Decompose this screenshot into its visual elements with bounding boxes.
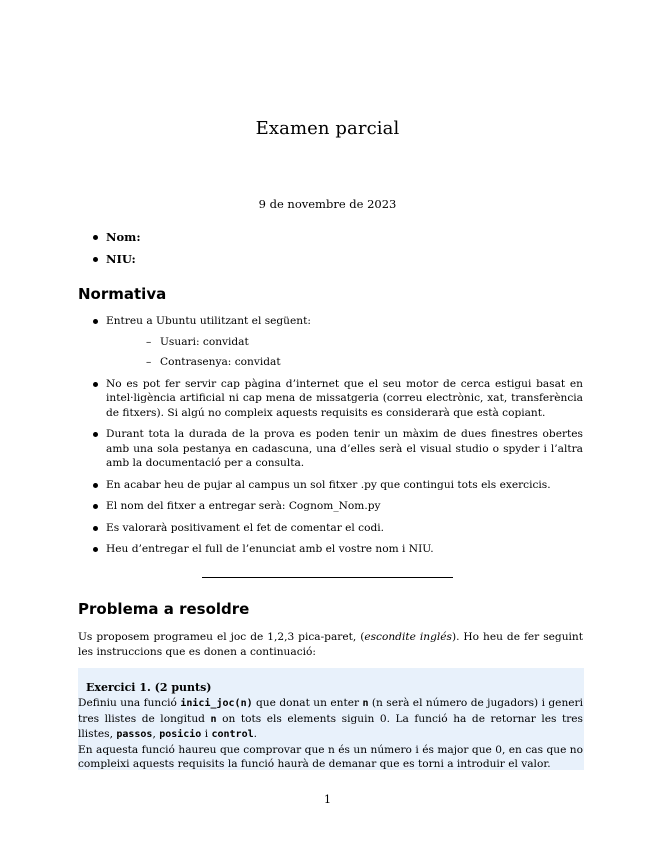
- code-list: posicio: [159, 729, 202, 740]
- text: (n serà el número de jugadors) i generi tres llistes de longitud: [78, 697, 583, 725]
- sub-item: [106, 335, 583, 350]
- text: ,: [152, 728, 160, 740]
- text: que donat un enter: [252, 697, 363, 709]
- text: on tots els elements siguin 0. La funció ha de retornar les tres llistes,: [78, 712, 583, 740]
- rule-text: Es valorarà positivament el fet de comentar el codi.: [106, 521, 385, 534]
- dash-icon: –: [146, 356, 152, 368]
- rule-text: Heu d’entregar el full de l’enunciat amb el vostre nom i NIU.: [106, 543, 434, 555]
- intro-text: Us proposem programeu el joc de 1,2,3 pica-paret, (: [78, 631, 365, 643]
- exercise-heading: Exercici 1. (2 punts): [86, 681, 212, 694]
- rule-text: Durant tota la durada de la prova es poden tenir un màxim de dues finestres obertes amb una sola pestanya en cadascuna, una d’elles serà el visual studio o spyder i l’altra amb la documentació per a consulta.: [106, 428, 583, 469]
- problem-intro: [78, 630, 583, 659]
- rule-text: Entreu a Ubuntu utilitzant el següent:: [106, 315, 311, 327]
- exercise-body: [78, 696, 583, 772]
- list-item: [78, 542, 583, 557]
- bullet-icon: [93, 504, 98, 509]
- code-function: inici_joc(n): [180, 698, 253, 709]
- section-heading-normativa: Normativa: [78, 285, 167, 303]
- exercise-paragraph: [78, 696, 583, 743]
- bullet-icon: [93, 319, 98, 324]
- text: .: [253, 728, 257, 740]
- field-label: NIU:: [106, 252, 136, 266]
- list-item: [78, 314, 583, 370]
- field-label: Nom:: [106, 230, 141, 244]
- list-item: [78, 521, 583, 536]
- list-item: [78, 427, 583, 471]
- intro-emphasis: escondite inglés: [364, 631, 452, 643]
- bullet-icon: [93, 432, 98, 437]
- list-item: [78, 499, 583, 514]
- sub-item-text: Usuari: convidat: [160, 335, 249, 348]
- bullet-icon: [93, 547, 98, 552]
- sub-item: [106, 355, 583, 370]
- bullet-icon: [93, 257, 98, 262]
- rule-text: En acabar heu de pujar al campus un sol fitxer .py que contingui tots els exercicis.: [106, 478, 551, 491]
- rule-text: El nom del fitxer a entregar serà: Cognom_Nom.py: [106, 500, 381, 512]
- exercise-paragraph: En aquesta funció haureu que comprovar que n és un número i és major que 0, en cas que no compleixi aquests requisits la funció haurà de demanar que es torni a introduir el valor.: [78, 743, 583, 770]
- field-niu: [78, 251, 588, 273]
- horizontal-divider: [202, 577, 453, 578]
- page-title: Examen parcial: [255, 118, 400, 139]
- page-number: 1: [324, 793, 331, 806]
- code-list: control: [211, 729, 254, 740]
- rule-text: No es pot fer servir cap pàgina d’internet que el seu motor de cerca estigui basat en intel·ligència artificial ni cap mena de missatgeria (correu electrònic, xat, transferència de fitxers). Si algú no compleix aquests requisits es considerarà que està copiant.: [106, 377, 583, 419]
- dash-icon: –: [146, 335, 152, 348]
- bullet-icon: [93, 526, 98, 531]
- bullet-icon: [93, 235, 98, 240]
- section-heading-problema: Problema a resoldre: [78, 600, 250, 618]
- list-item: [78, 377, 583, 421]
- text: Definiu una funció: [78, 697, 181, 709]
- sub-item-text: Contrasenya: convidat: [160, 356, 281, 368]
- intro-text: ). Ho heu de fer seguint les instruccions que es donen a continuació:: [78, 631, 583, 658]
- code-var: n: [362, 698, 369, 709]
- text: i: [201, 728, 212, 740]
- code-list: passos: [116, 729, 153, 740]
- field-nom: [78, 229, 588, 251]
- student-fields: [78, 229, 588, 273]
- code-var: n: [210, 713, 217, 725]
- bullet-icon: [93, 483, 98, 488]
- list-item: [78, 478, 583, 493]
- bullet-icon: [93, 382, 98, 387]
- exam-date: 9 de novembre de 2023: [258, 197, 397, 211]
- rules-list: [78, 314, 583, 564]
